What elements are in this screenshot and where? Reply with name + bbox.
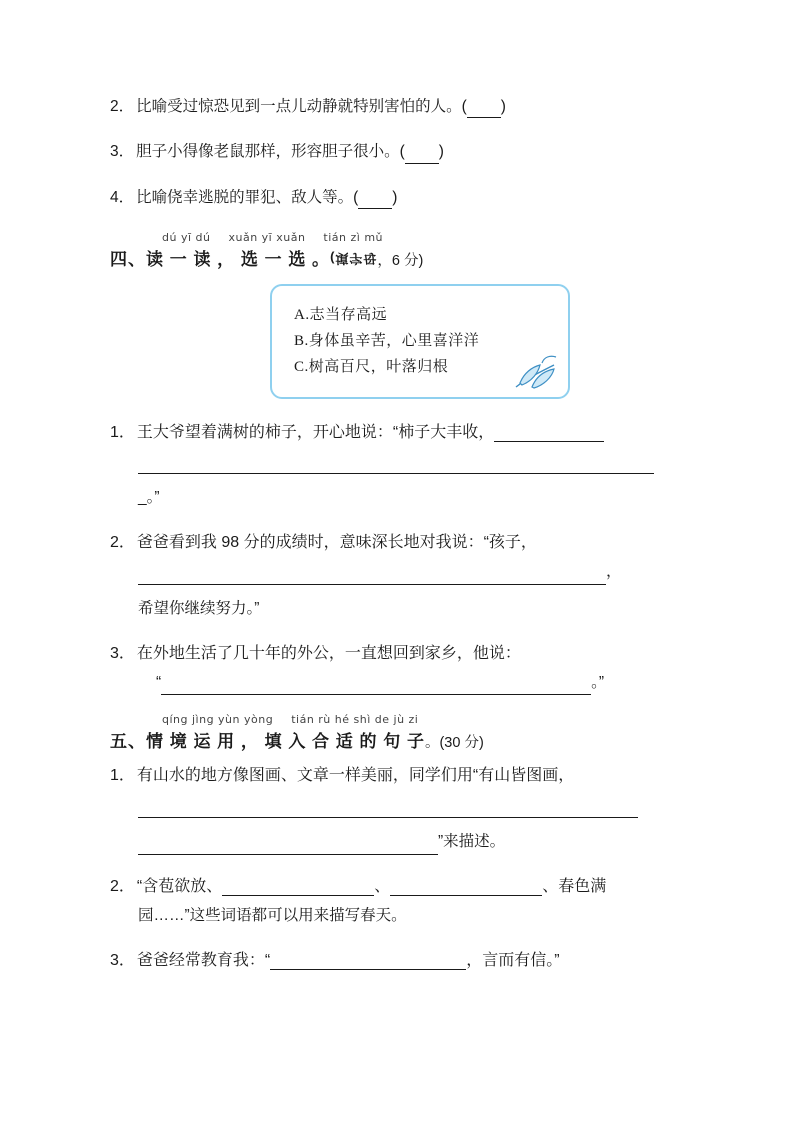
choice-box xyxy=(270,284,570,399)
question-item xyxy=(110,762,688,785)
question-text: 、 xyxy=(374,878,391,896)
section-title xyxy=(110,245,688,270)
answer-blank[interactable] xyxy=(138,801,638,818)
answer-blank-row xyxy=(138,793,688,818)
answer-blank[interactable] xyxy=(494,424,604,442)
question-number: 2． xyxy=(110,534,135,552)
question-text: ，言而有信。” xyxy=(466,951,560,969)
question-text: 园……”这些词语都可以用来描写春天。 xyxy=(138,907,407,925)
answer-blank[interactable] xyxy=(138,838,438,855)
answer-blank[interactable] xyxy=(222,878,374,896)
pinyin-word: qíng jìng yùn yòng xyxy=(162,713,274,727)
question-item xyxy=(110,186,688,209)
section-five-heading xyxy=(110,713,688,752)
page-content xyxy=(110,95,688,978)
question-number: 2． xyxy=(110,878,135,896)
question-number: 3． xyxy=(110,644,135,662)
question-text: 比喻侥幸逃脱的罪犯、敌人等。( xyxy=(136,188,359,206)
section-score: ，6 分) xyxy=(377,252,424,269)
choice-option-c[interactable]: C.树高百尺，叶落归根 xyxy=(294,359,449,376)
question-text: 比喻受过惊恐见到一点儿动静就特别害怕的人。( xyxy=(136,98,467,115)
answer-blank-row xyxy=(138,830,688,855)
question-text: 有山水的地方像图画、文章一样美丽，同学们用“有山皆图画， xyxy=(136,767,575,785)
quote-open: “ xyxy=(156,673,162,691)
pinyin-word: dú yī dú xyxy=(162,230,211,244)
blank-suffix: 。” xyxy=(591,673,605,691)
question-tail: ) xyxy=(392,188,398,206)
choice-option-a[interactable]: A.志当存高远 xyxy=(294,306,388,323)
pinyin-row xyxy=(162,231,688,245)
leaf-decoration-icon xyxy=(508,353,560,393)
answer-blank[interactable] xyxy=(467,101,501,118)
answer-blank[interactable] xyxy=(138,457,654,474)
answer-blank-row xyxy=(138,450,688,475)
question-text: “含苞欲放、 xyxy=(136,878,223,896)
question-text: 爸爸经常教育我：“ xyxy=(136,951,271,969)
blank-prefix: _ xyxy=(138,489,147,507)
question-tail: ) xyxy=(500,98,506,115)
section-note-flipped: (填字母 xyxy=(330,250,378,266)
question-item xyxy=(110,873,688,896)
question-number: 3． xyxy=(110,143,135,161)
pinyin-row xyxy=(162,713,688,727)
answer-blank-row xyxy=(138,560,688,585)
question-item xyxy=(110,947,688,970)
question-text: 爸爸看到我 98 分的成绩时，意味深长地对我说：“孩子， xyxy=(136,534,537,552)
question-item xyxy=(110,419,688,442)
answer-blank-row xyxy=(138,486,688,511)
question-text: 胆子小得像老鼠那样，形容胆子很小。( xyxy=(136,143,405,161)
question-number: 1． xyxy=(110,423,135,441)
blank-suffix: ， xyxy=(606,563,622,581)
choice-option-b[interactable]: B.身体虽辛苦，心里喜洋洋 xyxy=(294,333,480,349)
question-text: 在外地生活了几十年的外公，一直想回到家乡，他说： xyxy=(136,644,521,662)
question-item xyxy=(110,95,688,118)
question-text: 、春色满 xyxy=(542,878,607,896)
question-item xyxy=(110,640,688,663)
question-text: 希望你继续努力。” xyxy=(138,599,260,617)
section-marker: 四、 xyxy=(110,249,146,269)
answer-blank[interactable] xyxy=(390,878,542,896)
section-four-heading xyxy=(110,231,688,270)
answer-blank-row xyxy=(156,671,688,696)
answer-blank[interactable] xyxy=(270,952,466,970)
section-score: 。(30 分) xyxy=(424,735,484,752)
answer-blank[interactable] xyxy=(405,146,439,163)
answer-blank[interactable] xyxy=(358,191,392,208)
section-title-text: 读 一 读 ， 选 一 选 。 xyxy=(146,249,331,269)
question-tail: ”来描述。 xyxy=(438,833,506,851)
question-tail: ) xyxy=(438,143,444,161)
pinyin-word: tián rù hé shì de jù zi xyxy=(291,713,419,727)
pinyin-word: tián zì mǔ xyxy=(323,230,384,244)
question-item xyxy=(110,529,688,552)
pinyin-word: xuǎn yī xuǎn xyxy=(228,230,306,244)
blank-suffix: 。” xyxy=(146,489,160,507)
question-number: 4． xyxy=(110,188,135,206)
question-item xyxy=(110,140,688,163)
question-number: 3． xyxy=(110,951,135,969)
question-number: 2． xyxy=(110,98,135,115)
section-marker: 五、 xyxy=(110,732,146,752)
section-title xyxy=(110,727,688,752)
question-text: 王大爷望着满树的柿子，开心地说：“柿子大丰收， xyxy=(136,423,495,441)
question-number: 1． xyxy=(110,767,135,785)
answer-blank[interactable] xyxy=(138,568,606,585)
answer-blank[interactable] xyxy=(161,678,591,695)
section-title-text: 情 境 运 用 ， 填 入 合 适 的 句 子 xyxy=(146,732,425,752)
